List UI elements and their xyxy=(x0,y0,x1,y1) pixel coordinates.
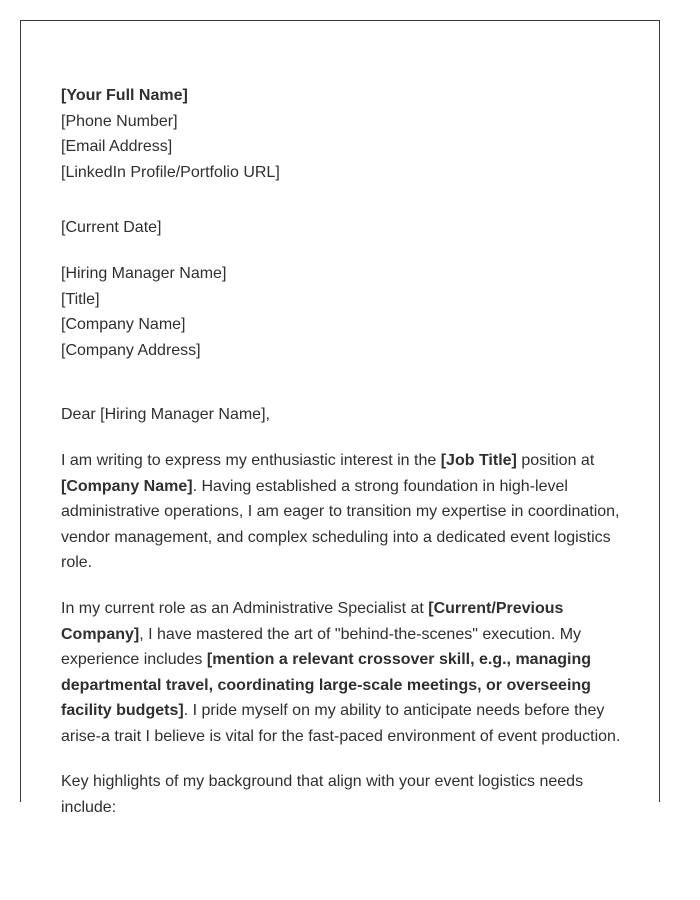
paragraph-experience-text-3: . I pride myself on my ability to anticipate needs before they arise-a trait I believe is vital for the fast-paced environment of event production. xyxy=(61,702,621,745)
paragraph-experience-text-1: In my current role as an Administrative Specialist at xyxy=(61,599,429,617)
salutation: Dear [Hiring Manager Name], xyxy=(61,406,270,424)
recipient-company: [Company Name] xyxy=(61,316,186,334)
sender-block xyxy=(61,83,631,185)
sender-phone: [Phone Number] xyxy=(61,112,178,130)
recipient-block xyxy=(61,261,631,363)
recipient-title: [Title] xyxy=(61,290,100,308)
sender-linkedin: [LinkedIn Profile/Portfolio URL] xyxy=(61,163,280,181)
paragraph-experience-text-2: , I have mastered the art of "behind-the-scenes" execution. My experience includes xyxy=(61,625,582,669)
paragraph-highlights-text: Key highlights of my background that align with your event logistics needs include: xyxy=(61,773,584,817)
current-company-placeholder: [Current/Previous Company] xyxy=(61,599,564,643)
paragraph-intro-text-3: . Having established a strong foundation in high-level administrative operations, I am eager to transition my expertise in coordination, vendor management, and complex scheduling into a dedicated event logistics role. xyxy=(61,477,620,572)
letter-date: [Current Date] xyxy=(61,219,162,237)
paragraph-experience xyxy=(61,596,631,750)
letter-page xyxy=(20,20,660,817)
sender-name: [Your Full Name] xyxy=(61,87,188,104)
letter-content xyxy=(61,83,631,821)
paragraph-intro-text-2: position at xyxy=(516,451,595,469)
recipient-name: [Hiring Manager Name] xyxy=(61,264,227,282)
recipient-address: [Company Address] xyxy=(61,341,201,359)
company-name-placeholder: [Company Name] xyxy=(61,477,193,495)
crossover-skill-placeholder: [mention a relevant crossover skill, e.g., managing departmental travel, coordinating large-scale meetings, or overseeing facility budgets] xyxy=(61,651,591,720)
paragraph-intro-text-1: I am writing to express my enthusiastic interest in the xyxy=(61,451,441,469)
paragraph-highlights xyxy=(61,769,631,820)
sender-email: [Email Address] xyxy=(61,138,173,156)
job-title-placeholder: [Job Title] xyxy=(440,451,517,469)
paragraph-intro xyxy=(61,448,631,576)
date-block xyxy=(61,215,631,241)
